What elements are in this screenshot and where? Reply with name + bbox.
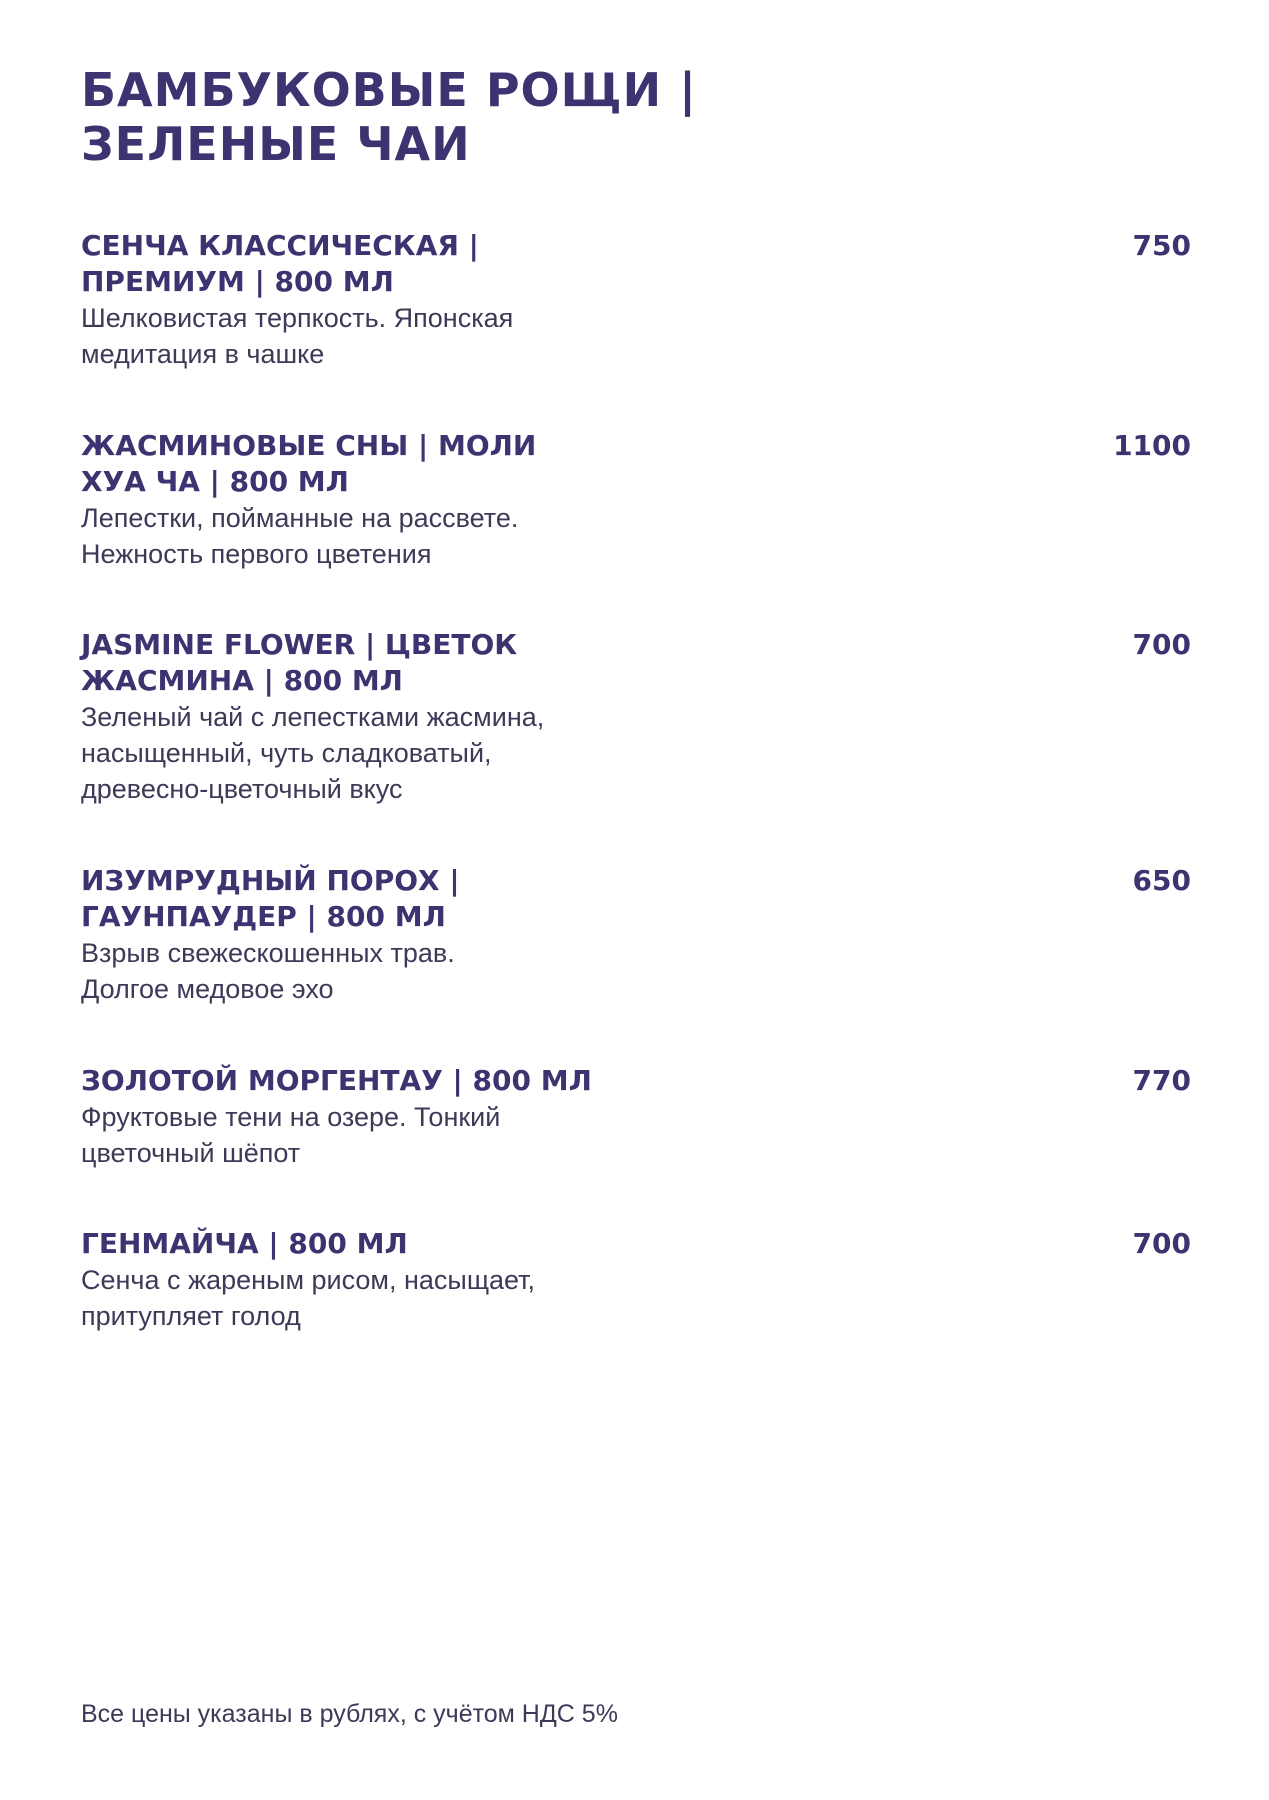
page-title: БАМБУКОВЫЕ РОЩИ | ЗЕЛЕНЫЕ ЧАИ <box>81 63 697 171</box>
item-name: ГЕНМАЙЧА | 800 МЛ <box>81 1227 408 1260</box>
item-name: СЕНЧА КЛАССИЧЕСКАЯ | ПРЕМИУМ | 800 МЛ <box>81 229 479 298</box>
item-description: Зеленый чай с лепестками жасмина, насыщенный, чуть сладковатый, древесно-цветочный вкус <box>81 702 545 804</box>
menu-item <box>81 1063 1191 1171</box>
item-name: JASMINE FLOWER | ЦВЕТОК ЖАСМИНА | 800 МЛ <box>81 628 518 697</box>
menu-item <box>81 1226 1191 1334</box>
item-price: 650 <box>1132 864 1191 897</box>
item-description: Взрыв свежескошенных трав. Долгое медовое эхо <box>81 938 455 1004</box>
menu-item <box>81 863 1191 1007</box>
item-price: 770 <box>1132 1064 1191 1097</box>
menu-item <box>81 228 1191 372</box>
item-description: Лепестки, пойманные на рассвете. Нежность первого цветения <box>81 503 519 569</box>
menu-item <box>81 428 1191 572</box>
item-name: ЖАСМИНОВЫЕ СНЫ | МОЛИ ХУА ЧА | 800 МЛ <box>81 429 537 498</box>
item-price: 700 <box>1132 1227 1191 1260</box>
menu-item <box>81 627 1191 807</box>
item-description: Шелковистая терпкость. Японская медитация в чашке <box>81 303 514 369</box>
item-name: ЗОЛОТОЙ МОРГЕНТАУ | 800 МЛ <box>81 1064 592 1097</box>
footer-note: Все цены указаны в рублях, с учётом НДС 5% <box>81 1700 618 1728</box>
item-price: 1100 <box>1113 429 1191 462</box>
item-price: 700 <box>1132 628 1191 661</box>
item-description: Фруктовые тени на озере. Тонкий цветочный шёпот <box>81 1102 501 1168</box>
item-price: 750 <box>1132 229 1191 262</box>
item-description: Сенча с жареным рисом, насыщает, притупляет голод <box>81 1265 536 1331</box>
item-name: ИЗУМРУДНЫЙ ПОРОХ | ГАУНПАУДЕР | 800 МЛ <box>81 864 460 933</box>
